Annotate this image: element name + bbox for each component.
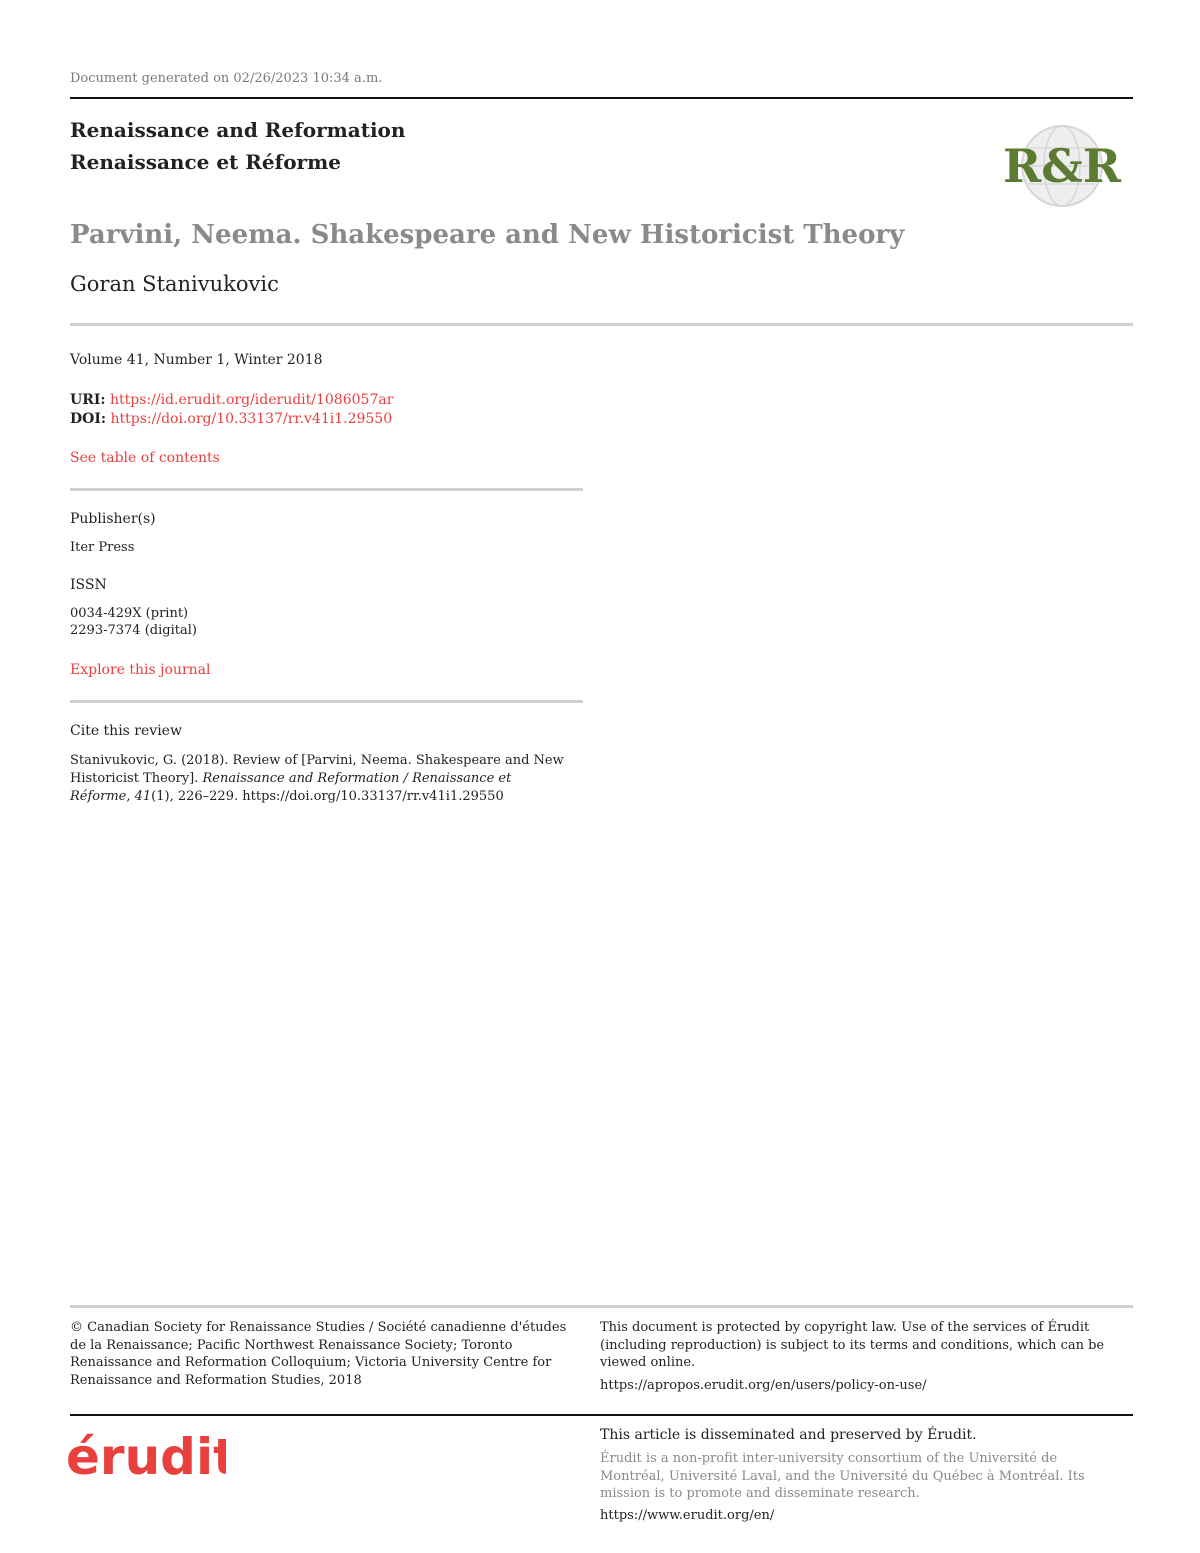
publisher-name: Iter Press — [70, 540, 135, 555]
explore-journal-link[interactable]: Explore this journal — [70, 662, 211, 678]
disseminated-notice: This article is disseminated and preserved by Érudit. — [600, 1427, 977, 1443]
footer-divider — [70, 1414, 1133, 1416]
erudit-logo-text: érudit — [66, 1428, 226, 1484]
publisher-divider — [70, 700, 583, 703]
article-author: Goran Stanivukovic — [70, 272, 279, 296]
cite-label: Cite this review — [70, 723, 182, 739]
policy-link[interactable]: https://apropos.erudit.org/en/users/policy-on-use/ — [600, 1378, 927, 1393]
citation-text — [70, 752, 570, 806]
footer-top-divider — [70, 1305, 1133, 1308]
erudit-website-link[interactable]: https://www.erudit.org/en/ — [600, 1508, 775, 1523]
journal-title-en: Renaissance and Reformation — [70, 118, 406, 142]
doi-line — [70, 411, 392, 427]
logo-text: R&R — [1003, 139, 1121, 193]
erudit-description: Érudit is a non-profit inter-university consortium of the Université de Montréal, Université Laval, and the Université du Québec à Montréal. Its mission is to promote and disseminate research. — [600, 1451, 1085, 1501]
issn-digital: 2293-7374 (digital) — [70, 623, 197, 638]
article-title: Parvini, Neema. Shakespeare and New Historicist Theory — [70, 220, 905, 250]
generated-date: Document generated on 02/26/2023 10:34 a.m. — [70, 71, 383, 86]
globe-logo-icon — [988, 124, 1136, 208]
publisher-label: Publisher(s) — [70, 511, 156, 527]
citation-part1: Stanivukovic, G. (2018). Review of [Parvini, Neema. Shakespeare and New Historicist Theory]. — [70, 753, 564, 786]
journal-logo — [988, 124, 1136, 208]
table-of-contents-link[interactable]: See table of contents — [70, 450, 220, 466]
issue-divider — [70, 488, 583, 491]
citation-journal: Renaissance and Reformation / Renaissance et Réforme — [70, 771, 512, 804]
citation-part3: (1), 226–229. https://doi.org/10.33137/rr.v41i1.29550 — [151, 789, 504, 804]
doi-label: DOI: — [70, 411, 107, 427]
issn-print: 0034-429X (print) — [70, 606, 189, 621]
uri-line — [70, 392, 393, 408]
journal-title-fr: Renaissance et Réforme — [70, 150, 341, 174]
citation-part2: , — [126, 789, 135, 804]
rights-notice: This document is protected by copyright law. Use of the services of Érudit (including reproduction) is subject to its terms and conditions, which can be viewed online. — [600, 1320, 1105, 1370]
title-divider — [70, 323, 1133, 326]
copyright-notice: © Canadian Society for Renaissance Studies / Société canadienne d'études de la Renaissance; Pacific Northwest Renaissance Society; Toronto Renaissance and Reformation Colloquium; Victoria University Centre for Renaissance and Reformation Studies, 2018 — [70, 1320, 567, 1388]
uri-label: URI: — [70, 392, 106, 408]
erudit-wordmark-icon — [66, 1424, 226, 1484]
header-divider — [70, 97, 1133, 99]
erudit-logo[interactable] — [66, 1424, 226, 1484]
issue-volume: Volume 41, Number 1, Winter 2018 — [70, 352, 323, 368]
uri-link[interactable]: https://id.erudit.org/iderudit/1086057ar — [110, 392, 394, 408]
issn-label: ISSN — [70, 577, 107, 593]
doi-link[interactable]: https://doi.org/10.33137/rr.v41i1.29550 — [110, 411, 393, 427]
citation-volume: 41 — [134, 789, 152, 804]
